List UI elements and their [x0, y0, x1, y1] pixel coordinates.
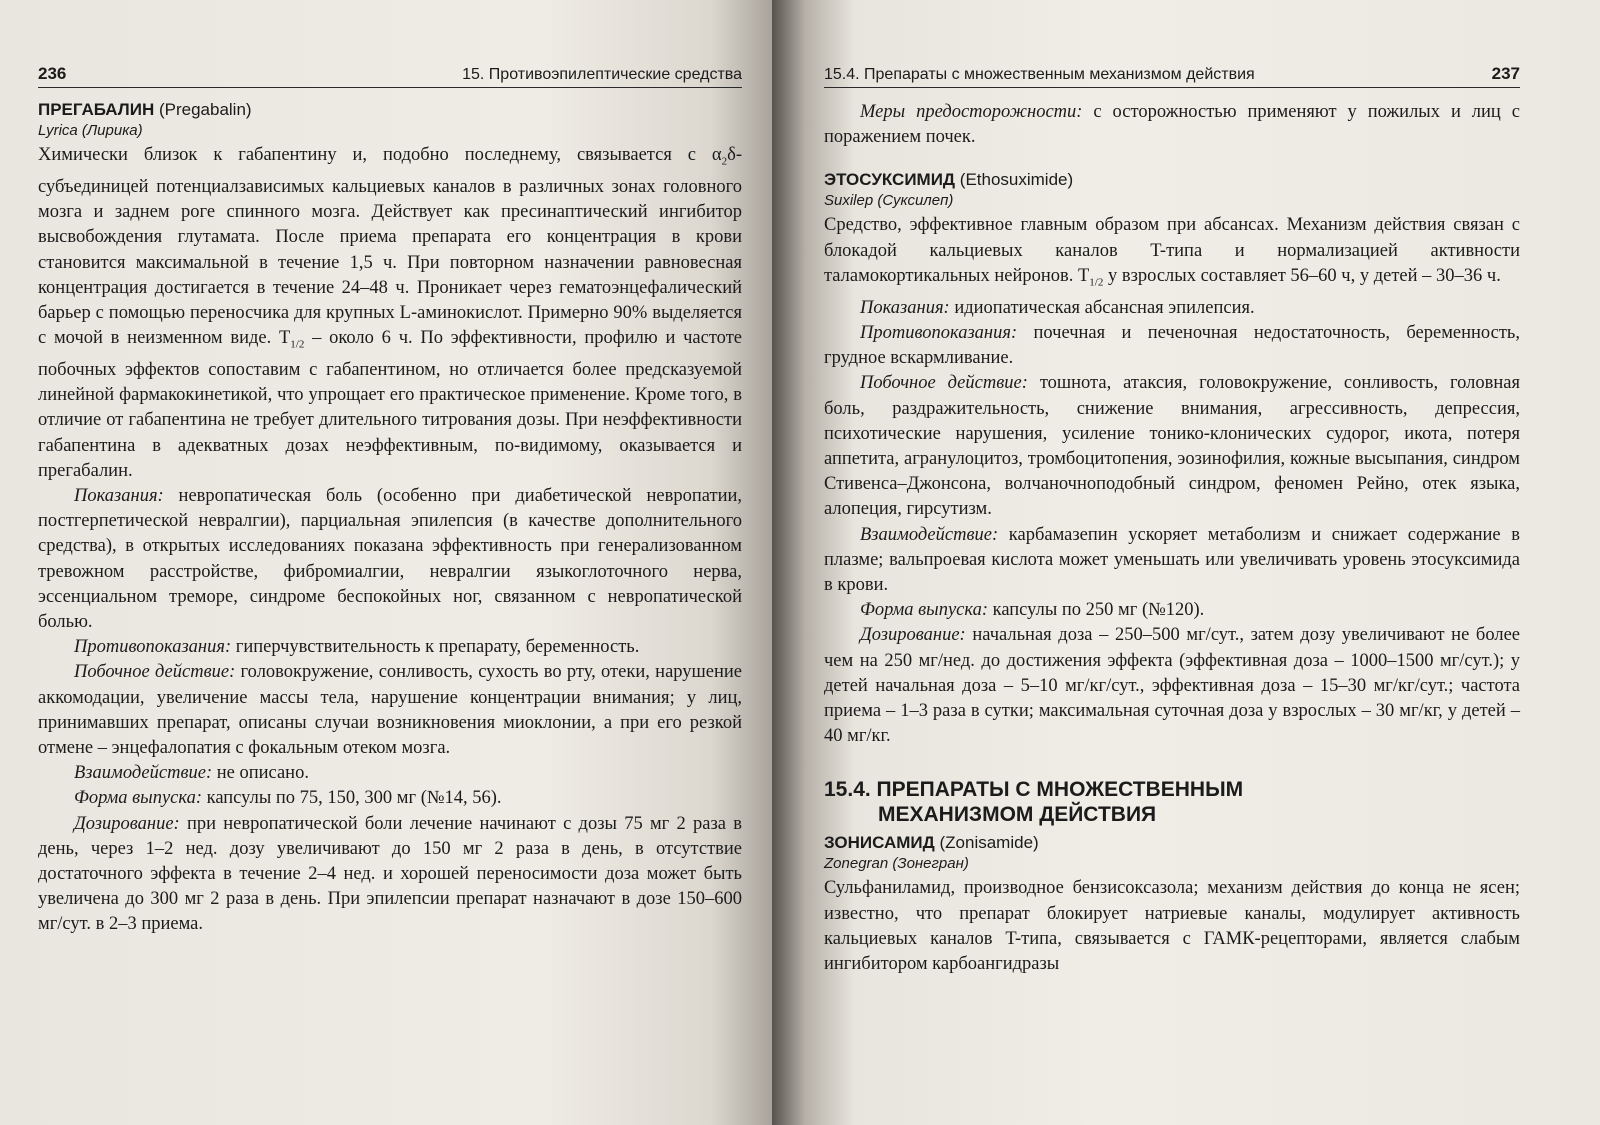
trade-name: Lyrica (Лирика): [38, 122, 143, 139]
dosage-form-paragraph: Форма выпуска: капсулы по 75, 150, 300 мг (№14, 56).: [74, 788, 502, 809]
dosing-paragraph: Дозирование: начальная доза – 250–500 мг/сут., затем дозу увеличивают не более чем на 250 мг/нед. до достижения эффекта (эффективная доза – 1000–1500 мг/сут.); у детей начальная доза – 5–10 мг/кг/сут., эффективная доза – 15–30 мг/кг/сут.; частота приема – 1–3 раза в сутки; максимальная суточная доза у взрослых – 30 мг/кг, у детей – 40 мг/кг.: [824, 625, 1520, 747]
drug-latin-name: (Zonisamide): [939, 833, 1039, 853]
drug-heading-ethosuximide: [824, 170, 1520, 190]
indications-paragraph: Показания: идиопатическая абсансная эпилепсия.: [860, 297, 1255, 318]
contraindications-paragraph: Противопоказания: гиперчувствительность к препарату, беременность.: [74, 637, 640, 658]
dosing-paragraph: Дозирование: при невропатической боли лечение начинают с дозы 75 мг 2 раза в день, через 1–2 нед. дозу увеличивают до 150 мг 2 раза в день, в отсутствие достаточного эффекта в течение 2–4 нед. и хорошей переносимости доза может быть увеличена до 300 мг 2 раза в день. При эпилепсии препарат назначают в дозе 150–600 мг/сут. в 2–3 приема.: [38, 813, 742, 935]
drug-heading-zonisamide: [824, 833, 1520, 853]
left-running-head: [38, 64, 742, 88]
contraindications-paragraph: Противопоказания: почечная и печеночная недостаточность, беременность, грудное вскармливание.: [824, 322, 1520, 369]
drug-name: ЗОНИСАМИД: [824, 833, 935, 853]
section-title-line-1: 15.4. ПРЕПАРАТЫ С МНОЖЕСТВЕННЫМ: [824, 778, 1244, 802]
right-page-number: 237: [1491, 64, 1520, 83]
drug-description: Сульфаниламид, производное бензисоксазола; механизм действия до конца не ясен; известно, что препарат блокирует натриевые каналы, модулирует активность кальциевых каналов T-типа, связывается с ГАМК-рецепторами, является слабым ингибитором карбоангидразы: [824, 878, 1520, 974]
side-effects-paragraph: Побочное действие: тошнота, атаксия, головокружение, сонливость, головная боль, раздражительность, снижение внимания, агрессивность, депрессия, психотические нарушения, усиление тонико-клонических судорог, икота, потеря аппетита, агранулоцитоз, тромбоцитопения, эозинофилия, кожные высыпания, синдром Стивенса–Джонсона, волчаночноподобный синдром, феномен Рейно, отек языка, алопеция, гирсутизм.: [824, 373, 1520, 520]
section-heading: [824, 777, 1520, 827]
dosage-form-paragraph: Форма выпуска: капсулы по 250 мг (№120).: [860, 600, 1205, 621]
indications-paragraph: Показания: невропатическая боль (особенно при диабетической невропатии, постгерпетической невралгии), парциальная эпилепсия (в качестве дополнительного средства), в открытых исследованиях показана эффективность при генерализованном тревожном расстройстве, фибромиалгии, невралгии языкоглоточного нерва, эссенциальном треморе, синдроме беспокойных ног, связанном с невропатической болью.: [38, 486, 742, 633]
section-title-line-2: МЕХАНИЗМОМ ДЕЙСТВИЯ: [878, 803, 1157, 827]
drug-name: ПРЕГАБАЛИН: [38, 100, 155, 119]
drug-heading-pregabalin: [38, 100, 742, 120]
drug-description: Химически близок к габапентину и, подобно последнему, связывается с $\alpha_2\delta$-субъединицей потенциалзависимых кальциевых каналов в различных зонах головного мозга и заднем роге спинного мозга. Действует как пресинаптический ингибитор высвобождения глутамата. После приема препарата его концентрация в крови становится максимальной в течение 1,5 ч. При повторном назначении равновесная концентрация достигается в течение 24–48 ч. Проникает через гематоэнцефалический барьер с помощью переносчика для крупных L-аминокислот. Примерно 90% выделяется с мочой в неизменном виде. $T_{1/2}$ – около 6 ч. По эффективности, профилю и частоте побочных эффектов сопоставим с габапентином, но отличается более предсказуемой линейной фармакокинетикой, что упрощает его практическое применение. Кроме того, в отличие от габапентина не требует длительного титрования дозы. При неэффективности габапентина в адекватных дозах неэффективным, по-видимому, оказывается и прегабалин.: [38, 145, 742, 481]
drug-latin-name: (Pregabalin): [158, 100, 252, 119]
trade-name: Suxilep (Суксилеп): [824, 192, 954, 210]
left-page: [0, 0, 772, 1125]
drug-description: Средство, эффективное главным образом при абсансах. Механизм действия связан с блокадой кальциевых каналов T-типа и нормализацией активности таламокортикальных нейронов. $T_{1/2}$ у взрослых составляет 56–60 ч, у детей – 30–36 ч.: [824, 215, 1520, 289]
drug-name: ЭТОСУКСИМИД: [824, 170, 956, 190]
right-page: [772, 0, 1600, 1125]
right-section-title: 15.4. Препараты с множественным механизмом действия: [824, 66, 1255, 83]
interaction-paragraph: Взаимодействие: карбамазепин ускоряет метаболизм и снижает содержание в плазме; вальпроевая кислота может уменьшать или увеличивать уровень этосуксимида в крови.: [824, 524, 1520, 595]
interaction-paragraph: Взаимодействие: не описано.: [74, 763, 309, 784]
left-page-number: 236: [38, 64, 67, 83]
precautions-paragraph: Меры предосторожности: с осторожностью применяют у пожилых и лиц с поражением почек.: [824, 102, 1520, 148]
drug-latin-name: (Ethosuximide): [959, 170, 1074, 190]
side-effects-paragraph: Побочное действие: головокружение, сонливость, сухость во рту, отеки, нарушение аккомодации, увеличение массы тела, нарушение концентрации внимания; у лиц, принимавших препарат, описаны случаи возникновения миоклонии, а при его резкой отмене – энцефалопатия с фокальным отеком мозга.: [38, 662, 743, 759]
trade-name: Zonegran (Зонегран): [824, 855, 969, 873]
right-running-head: [824, 64, 1520, 88]
left-chapter-title: 15. Противоэпилептические средства: [462, 66, 742, 83]
